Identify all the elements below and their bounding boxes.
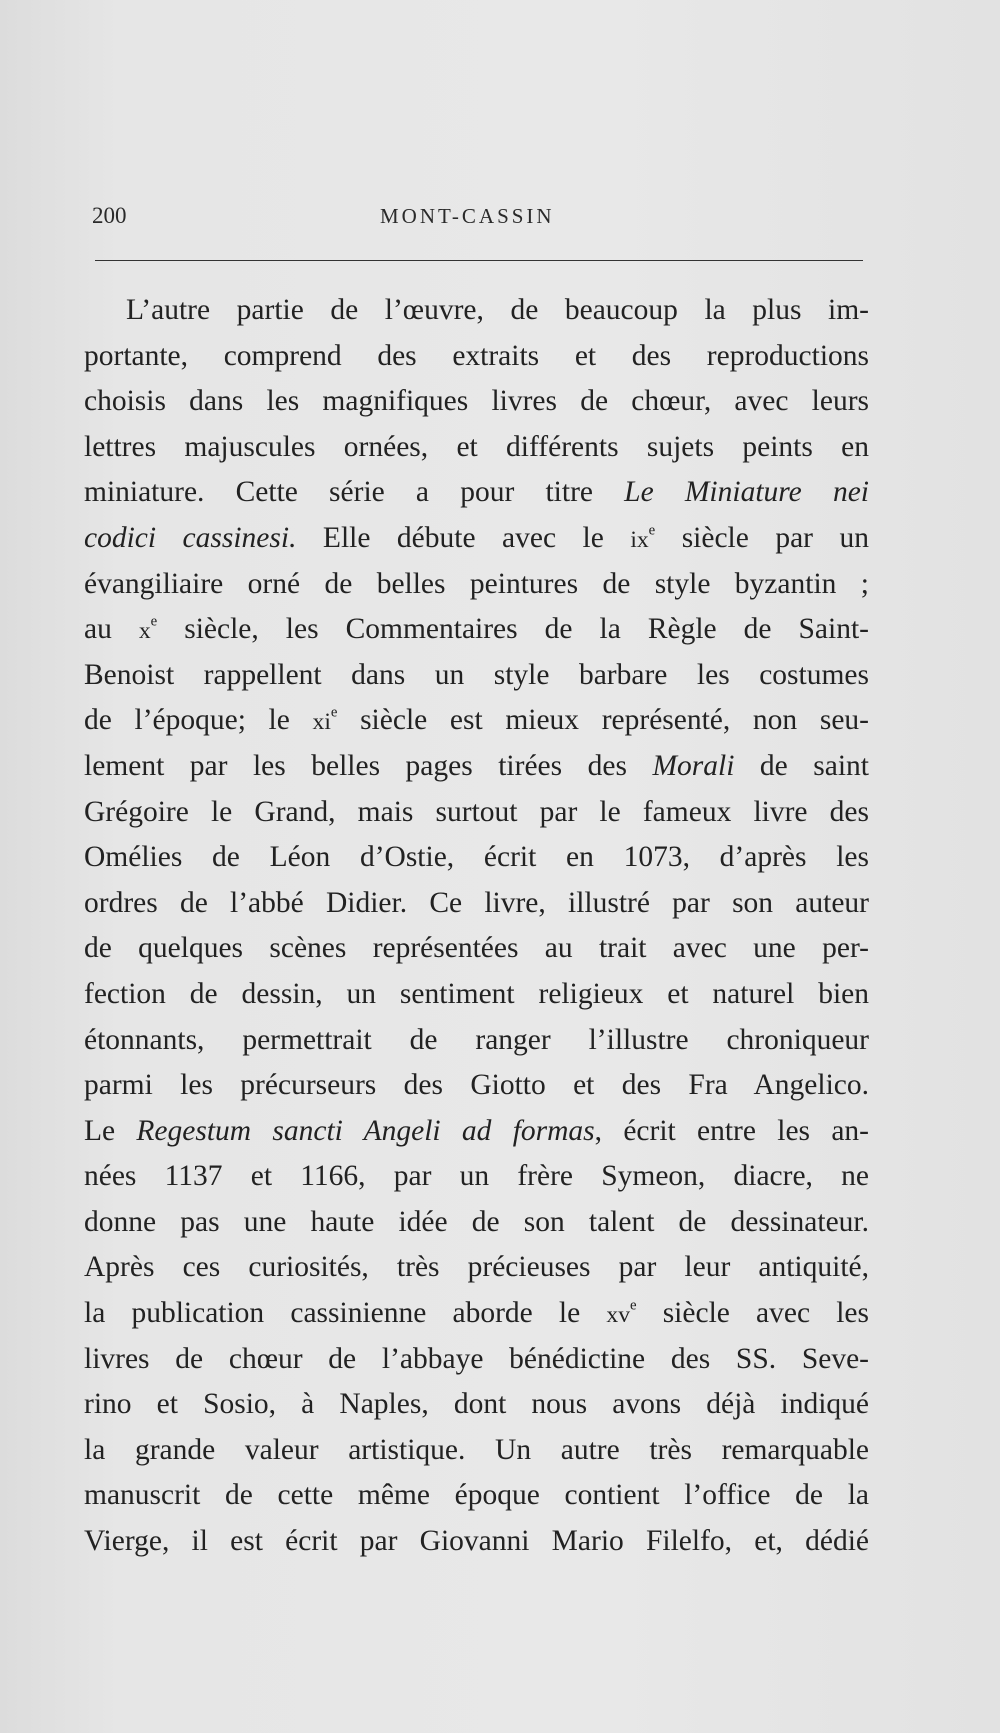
body-text (84, 288, 869, 1565)
text-line: Après ces curiosités, très précieuses par leur antiquité, (84, 1251, 869, 1284)
text-line: Grégoire le Grand, mais surtout par le fameux livre des (84, 795, 869, 828)
text-line: portante, comprend des extraits et des reproductions (84, 339, 869, 372)
text-line: lettres majuscules ornées, et différents sujets peints en (84, 430, 869, 463)
text-line: lement par les belles pages tirées des Morali de saint (84, 749, 869, 782)
text-line: livres de chœur de l’abbaye bénédictine des SS. Seve- (84, 1342, 869, 1375)
italic-title: Le Miniature nei (624, 476, 869, 509)
running-head (92, 203, 864, 233)
text-line: de quelques scènes représentées au trait avec une per- (84, 932, 869, 965)
text-line: choisis dans les magnifiques livres de chœur, avec leurs (84, 385, 869, 418)
text-line: donne pas une haute idée de son talent de dessinateur. (84, 1205, 869, 1238)
text-line: rino et Sosio, à Naples, dont nous avons déjà indiqué (84, 1388, 869, 1421)
text-line: codici cassinesi. Elle débute avec le $ix^e$ siècle par un (84, 521, 869, 554)
text-line: la grande valeur artistique. Un autre très remarquable (84, 1433, 869, 1466)
text-line: ordres de l’abbé Didier. Ce livre, illustré par son auteur (84, 886, 869, 919)
text-line: Benoist rappellent dans un style barbare les costumes (84, 658, 869, 691)
italic-title: Regestum sancti Angeli ad formas (136, 1114, 595, 1147)
italic-title: codici cassinesi. (84, 521, 297, 554)
header-rule (95, 260, 863, 261)
text-line: Le Regestum sancti Angeli ad formas, écrit entre les an- (84, 1114, 869, 1147)
page-number: 200 (92, 203, 127, 228)
text-line: Vierge, il est écrit par Giovanni Mario Filelfo, et, dédié (84, 1525, 869, 1558)
text-line: au $x^e$ siècle, les Commentaires de la Règle de Saint- (84, 613, 869, 646)
text-line: Omélies de Léon d’Ostie, écrit en 1073, d’après les (84, 841, 869, 874)
text-line: étonnants, permettrait de ranger l’illustre chroniqueur (84, 1023, 869, 1056)
text-line: L’autre partie de l’œuvre, de beaucoup la plus im- (126, 294, 869, 326)
text-line: nées 1137 et 1166, par un frère Symeon, diacre, ne (84, 1160, 869, 1193)
text-line: la publication cassinienne aborde le $xv^e$ siècle avec les (84, 1297, 869, 1330)
italic-title: Morali (652, 749, 735, 782)
text-line: fection de dessin, un sentiment religieux et naturel bien (84, 977, 869, 1010)
running-title: MONT-CASSIN (380, 204, 555, 228)
text-line: manuscrit de cette même époque contient l’office de la (84, 1479, 869, 1512)
text-line: de l’époque; le $xi^e$ siècle est mieux représenté, non seu- (84, 704, 869, 737)
text-line: miniature. Cette série a pour titre Le Miniature nei (84, 476, 869, 509)
text-line: évangiliaire orné de belles peintures de style byzantin ; (84, 567, 869, 600)
text-line: parmi les précurseurs des Giotto et des Fra Angelico. (84, 1069, 869, 1102)
